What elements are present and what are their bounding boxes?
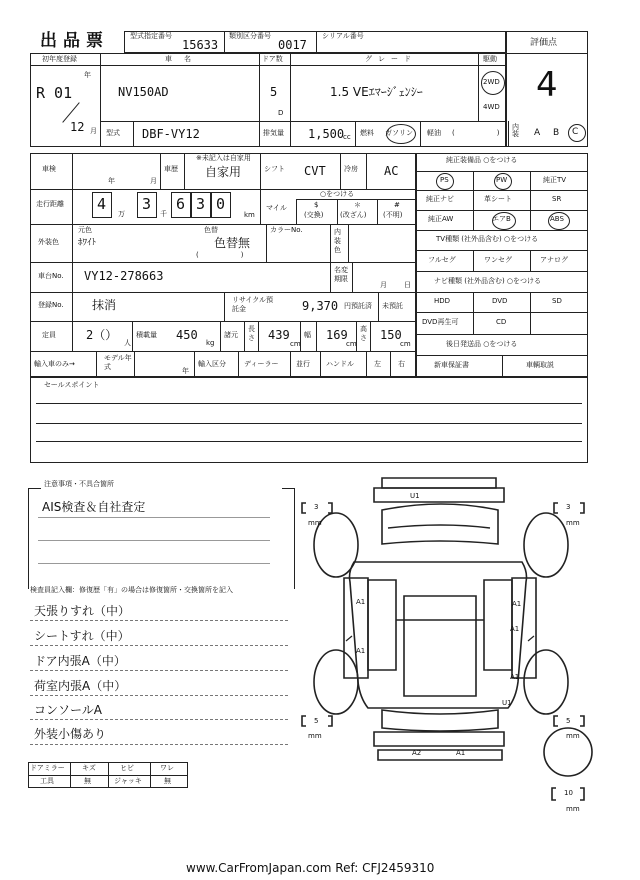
sales-point-box <box>30 377 588 463</box>
width-label: 幅 <box>304 331 311 339</box>
equipment-header: 純正装備品 ○をつける <box>446 156 518 164</box>
color-paren: ( ) <box>196 251 244 259</box>
later-warranty: 新車保証書 <box>434 361 469 369</box>
tread-rr-mm: mm <box>566 732 580 740</box>
interior-grade-a: A <box>534 128 541 138</box>
tv-one: ワンセグ <box>484 256 512 264</box>
unknown-sym: # <box>394 201 400 209</box>
reg-label: 登録No. <box>38 301 64 309</box>
color-code-label: 色替 <box>204 226 218 234</box>
tread-spare: 10 <box>564 789 573 797</box>
chassis: VY12-278663 <box>84 269 164 283</box>
type: DBF-VY12 <box>142 127 200 141</box>
equip-nav: 純正ナビ <box>426 195 454 203</box>
car-damage-diagram <box>288 470 598 820</box>
tread-fr-mm: mm <box>566 519 580 527</box>
equip-sr: SR <box>552 195 562 203</box>
legend-jack-val: 無 <box>164 777 171 785</box>
note-item-3: ドア内張A（中） <box>34 654 126 668</box>
insp-month-unit: 月 <box>150 177 157 185</box>
interior-label: 内装 <box>512 123 519 138</box>
drive-4wd: 4WD <box>483 103 500 111</box>
model-no-label: 型式指定番号 <box>130 32 172 40</box>
width: 169 <box>326 328 348 342</box>
kg-unit: kg <box>206 339 215 347</box>
equip-ps: PS <box>440 176 449 184</box>
fuel-gas: ガソリン <box>385 129 413 137</box>
mileage-label: 走行距離 <box>36 200 64 208</box>
mark-front-u1: U1 <box>410 492 420 500</box>
model-year-label: モデル年式 <box>104 354 132 371</box>
handle-label: ハンドル <box>326 360 354 368</box>
type-label: 型式 <box>106 129 120 137</box>
note-item-4: 荷室内張A（中） <box>34 679 127 693</box>
note-item-6: 外装小傷あり <box>34 727 107 741</box>
equip-aw: 純正AW <box>428 215 454 223</box>
interior-color-label: 内装色 <box>334 228 341 254</box>
height-unit: cm <box>400 340 411 348</box>
nav-cd: CD <box>496 318 507 326</box>
note-item-5: コンソールA <box>34 703 102 717</box>
import-label: 輸入車のみ→ <box>34 360 75 368</box>
mark-rear-a1: A1 <box>456 749 466 757</box>
tv-full: フルセグ <box>428 256 456 264</box>
nav-dvd-play: DVD再生可 <box>422 318 459 326</box>
color-change: 色替無 <box>214 236 251 250</box>
year-unit: 年 <box>84 71 91 79</box>
fuel-paren: ( ) <box>452 129 500 137</box>
later-header: 後日発送品 ○をつける <box>446 340 518 348</box>
car-name: NV150AD <box>118 85 169 99</box>
mark-left-a1: A1 <box>356 598 366 606</box>
tread-spare-mm: mm <box>566 805 580 813</box>
mileage-digit-2: 3 <box>142 195 152 213</box>
name-change-day: 日 <box>404 281 411 289</box>
fuel-diesel: 軽油 <box>427 129 441 137</box>
name-change-month: 月 <box>380 281 387 289</box>
legend-tools: 工具 <box>40 777 54 785</box>
mileage-digit-3: 6 <box>176 195 186 213</box>
grade: 1.5 VEｴﾏｰｼﾞｪﾝｼｰ <box>330 85 423 99</box>
equip-tv: 純正TV <box>543 176 567 184</box>
doors: 5 <box>270 85 278 99</box>
mark-left-a1-2: A1 <box>356 647 366 655</box>
usage-label: 車歴 <box>164 165 178 173</box>
nav-header: ナビ種類 (社外品含む) ○をつける <box>434 277 542 285</box>
right-label: 右 <box>398 360 405 368</box>
ac-label: 冷房 <box>344 165 358 173</box>
first-reg-era: R 01 <box>36 84 73 102</box>
equip-abs: ABS <box>550 215 564 223</box>
door-type: D <box>278 109 284 117</box>
nav-hdd: HDD <box>434 297 451 305</box>
tread-fr: 3 <box>566 503 571 511</box>
ac: AC <box>384 164 399 178</box>
width-unit: cm <box>346 340 357 348</box>
class-no-label: 類別区分番号 <box>229 32 271 40</box>
length-unit: cm <box>290 340 301 348</box>
usage-note: ※未記入は自家用 <box>196 154 251 162</box>
length: 439 <box>268 328 290 342</box>
height-label: 高さ <box>360 325 367 342</box>
score-value: 4 <box>536 65 558 105</box>
displacement-label: 排気量 <box>263 129 284 137</box>
equip-leather: 革シート <box>484 195 512 203</box>
tread-rr: 5 <box>566 717 571 725</box>
note-item-1: 天張りすれ（中） <box>34 604 131 618</box>
displacement: 1,500 <box>308 127 345 141</box>
km-unit: km <box>244 211 255 219</box>
recycle-amount: 9,370 <box>302 299 339 313</box>
swap-sym: $ <box>314 201 319 209</box>
mileage-man-unit: 万 <box>118 210 125 218</box>
fuel-label: 燃料 <box>360 129 374 137</box>
unknown-label: (不明) <box>383 211 403 219</box>
model-year-unit: 年 <box>182 367 189 375</box>
doors-label: ドア数 <box>262 55 283 63</box>
tread-fl-mm: mm <box>308 519 322 527</box>
sales-point-label: セールスポイント <box>44 381 100 389</box>
height: 150 <box>380 328 402 342</box>
drive-label: 駆動 <box>483 55 497 63</box>
dims-label: 諸元 <box>224 331 238 339</box>
insp-year-unit: 年 <box>108 177 115 185</box>
mile-label: マイル <box>266 204 287 212</box>
page-title: 出品票 <box>40 31 109 51</box>
note-item-2: シートすれ（中） <box>34 629 130 643</box>
serial-label: シリアル番号 <box>322 32 364 40</box>
legend-jack: ジャッキ <box>114 777 142 785</box>
interior-grade-b: B <box>553 128 560 138</box>
import-div-label: 輸入区分 <box>198 360 226 368</box>
person-unit: 人 <box>124 339 131 347</box>
nav-dvd: DVD <box>492 297 508 305</box>
inspector-header: 検査員記入欄：修復歴「有」の場合は修復箇所・交換箇所を記入 <box>30 586 233 594</box>
unpaid-label: 未預託 <box>382 302 403 310</box>
recycle-status: 円預託済 <box>344 302 372 310</box>
mark-rear-a2: A2 <box>412 749 422 757</box>
name-change-label: 名変期限 <box>334 266 348 283</box>
capacity-label: 定員 <box>42 331 56 339</box>
legend-break: ワレ <box>160 764 174 772</box>
first-reg-label: 初年度登録 <box>42 55 77 63</box>
tamper-sym: ＊ <box>354 201 361 209</box>
equip-airbag: エアB <box>492 215 511 223</box>
mark-right-a1-2: A1 <box>510 625 520 633</box>
tv-header: TV種類 (社外品含む) ○をつける <box>436 235 539 243</box>
recycle-label: リサイクル預託金 <box>232 296 274 313</box>
first-reg-month: 12 <box>70 120 85 134</box>
load: 450 <box>176 328 198 342</box>
length-label: 長さ <box>248 325 255 342</box>
tv-analog: アナログ <box>540 256 568 264</box>
mileage-digit-1: 4 <box>97 195 107 213</box>
parallel-label: 並行 <box>296 360 310 368</box>
mark-note: ○をつける <box>320 190 355 198</box>
legend-scratch: キズ <box>82 764 96 772</box>
footer-ref: www.CarFromJapan.com Ref: CFJ2459310 <box>186 861 435 875</box>
legend-mirror: ドアミラー <box>30 764 65 772</box>
grade-label: グレード <box>365 55 417 63</box>
later-manual: 車輌取説 <box>526 361 554 369</box>
legend-tools-val: 無 <box>84 777 91 785</box>
inspection-label: 車検 <box>42 165 56 173</box>
legend-crack: ヒビ <box>120 764 134 772</box>
mileage-digit-4: 3 <box>196 195 206 213</box>
load-label: 積載量 <box>136 331 157 339</box>
chassis-label: 車台No. <box>38 272 64 280</box>
shift: CVT <box>304 164 326 178</box>
tread-rl-mm: mm <box>308 732 322 740</box>
left-label: 左 <box>374 360 381 368</box>
model-no: 15633 <box>182 38 219 52</box>
mileage-sen-unit: 千 <box>160 210 167 218</box>
score-label: 評価点 <box>530 38 558 48</box>
dealer-label: ディーラー <box>244 360 279 368</box>
original-color-label: 元色 <box>78 226 92 234</box>
exterior-label: 外装色 <box>38 238 59 246</box>
mark-right-a1-1: A1 <box>512 600 522 608</box>
note-line-1: AIS検査＆自社査定 <box>42 500 146 514</box>
mark-right-u1: U1 <box>502 699 512 707</box>
swap-label: (交換) <box>304 211 324 219</box>
class-no: 0017 <box>278 38 307 52</box>
nav-sd: SD <box>552 297 562 305</box>
mark-right-a1-3: A1 <box>510 673 520 681</box>
interior-grade-c: C <box>572 127 579 137</box>
reg-value: 抹消 <box>92 298 117 312</box>
specs-grid <box>30 153 416 377</box>
cc-unit: cc <box>343 133 351 141</box>
tread-rl: 5 <box>314 717 319 725</box>
month-unit: 月 <box>90 127 97 135</box>
usage: 自家用 <box>205 165 242 179</box>
tamper-label: (改ざん) <box>340 211 367 219</box>
car-name-label: 車名 <box>165 55 203 63</box>
mileage-digit-5: 0 <box>216 195 226 213</box>
shift-label: シフト <box>264 165 285 173</box>
equip-pw: PW <box>496 176 508 184</box>
original-color: ﾎﾜｲﾄ <box>78 238 97 248</box>
tread-fl: 3 <box>314 503 319 511</box>
capacity: 2（） <box>86 328 118 342</box>
notes-header: 注意事項・不具合箇所 <box>44 480 114 488</box>
drive-2wd: 2WD <box>483 78 500 86</box>
color-no-label: カラーNo. <box>270 226 303 234</box>
